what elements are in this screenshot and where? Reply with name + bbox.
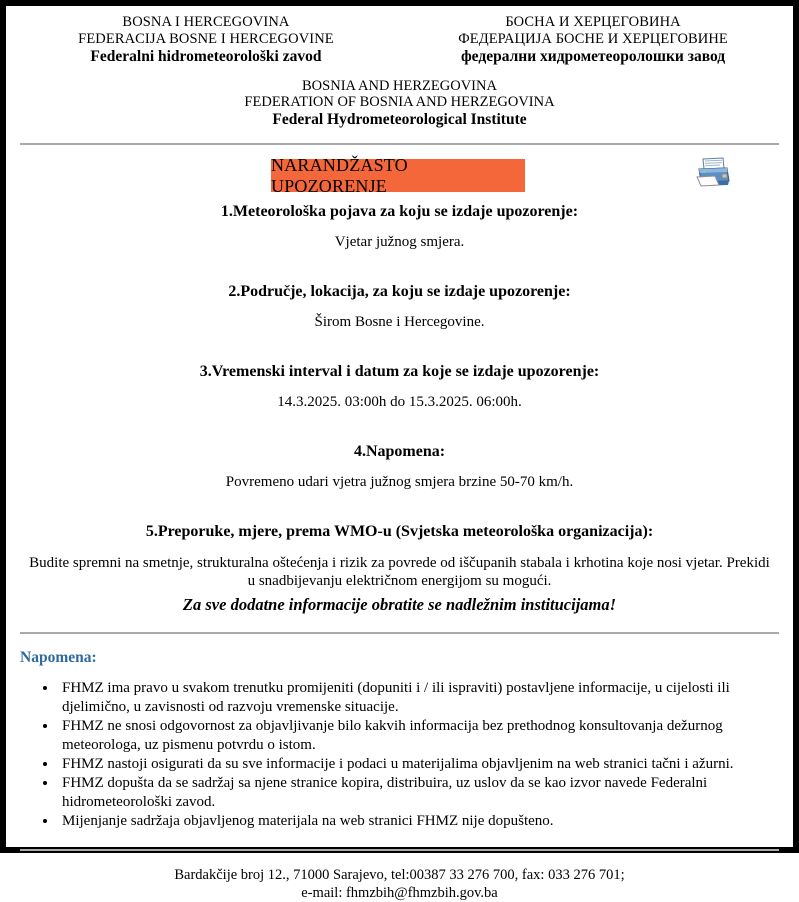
header-bosnian-cyrillic [407, 14, 779, 66]
section-3-text: 14.3.2025. 03:00h do 15.3.2025. 06:00h. [277, 394, 522, 411]
section-2-title: 2.Područje, lokacija, za koju se izdaje upozorenje: [228, 283, 571, 301]
section-2-text: Širom Bosne i Hercegovine. [314, 314, 485, 331]
header-english-line3: Federal Hydrometeorological Institute [272, 111, 527, 129]
header-english-line2: FEDERATION OF BOSNIA AND HERZEGOVINA [244, 94, 555, 111]
divider-bottom [20, 849, 779, 851]
list-item: • FHMZ ima pravo u svakom trenutku promijeniti (dopuniti i / ili ispraviti) postavljene informacije, u cijelosti ili djelimično, u zavisnosti od razvoju vremenske situacije. [58, 679, 779, 717]
header-cyrillic-line2: ФЕДЕРАЦИЈА БОСНЕ И ХЕРЦЕГОВИНЕ [458, 30, 728, 47]
header-cyrillic-line1: БОСНА И ХЕРЦЕГОВИНА [505, 14, 681, 30]
section-1-text: Vjetar južnog smjera. [334, 234, 465, 251]
list-item: • FHMZ nastoji osigurati da su sve informacije i podaci u materijalima objavljenim na web stranici tačni i ažurni. [58, 755, 779, 774]
section-1-title: 1.Meteorološka pojava za koju se izdaje upozorenje: [220, 203, 579, 221]
header-bosnian-latin [20, 14, 392, 66]
header-latin-line2: FEDERACIJA BOSNE I HERCEGOVINE [78, 30, 334, 47]
printer-icon [693, 155, 733, 191]
banner-row [20, 145, 779, 203]
section-4-title: 4.Napomena: [353, 443, 446, 461]
section-5-text: Budite spremni na smetnje, strukturalna oštećenja i rizik za povrede od iščupanih stabala i krhotina koje nosi vjetar. Prekidi u snadbijevanju električnom energijom su mogući. [29, 555, 770, 590]
header-latin-line3: Federalni hidrometeorološki zavod [90, 47, 322, 65]
section-3-title: 3.Vremenski interval i datum za koje se izdaje upozorenje: [199, 363, 600, 381]
disclaimer-list [20, 679, 779, 831]
contact-footer [20, 867, 779, 902]
header-english [20, 78, 779, 130]
warning-body [20, 203, 779, 615]
divider-middle [20, 632, 779, 634]
footer-email-line: e-mail: fhmzbih@fhmzbih.gov.ba [301, 884, 498, 901]
section-5-title: 5.Preporuke, mjere, prema WMO-u (Svjetska meteorološka organizacija): [145, 523, 654, 541]
list-item: • FHMZ dopušta da se sadržaj sa njene stranice kopira, distribuira, uz uslov da se kao izvor navede Federalni hidrometeorološki zavod. [58, 774, 779, 812]
list-item: • Mijenjanje sadržaja objavljenog materijala na web stranici FHMZ nije dopušteno. [58, 812, 779, 831]
section-5-closing: Za sve dodatne informacije obratite se nadležnim institucijama! [182, 594, 617, 614]
institution-header [20, 6, 779, 66]
disclaimer-title: Napomena: [20, 648, 97, 666]
print-button[interactable] [693, 155, 733, 191]
header-english-line1: BOSNIA AND HERZEGOVINA [302, 77, 497, 94]
header-cyrillic-line3: федерални хидрометеоролошки завод [460, 47, 726, 65]
footer-address-line: Bardakčije broj 12., 71000 Sarajevo, tel:00387 33 276 700, fax: 033 276 701; [174, 867, 625, 884]
list-item: • FHMZ ne snosi odgovornost za objavljivanje bilo kakvih informacija bez prethodnog konsultovanja dežurnog meteorologa, uz pismenu potvrdu o istom. [58, 717, 779, 755]
document-inner [6, 6, 793, 901]
warning-level-banner[interactable]: NARANDŽASTO UPOZORENJE [271, 159, 525, 192]
section-4-text: Povremeno udari vjetra južnog smjera brzine 50-70 km/h. [225, 474, 574, 491]
header-latin-line1: BOSNA I HERCEGOVINA [122, 14, 290, 30]
